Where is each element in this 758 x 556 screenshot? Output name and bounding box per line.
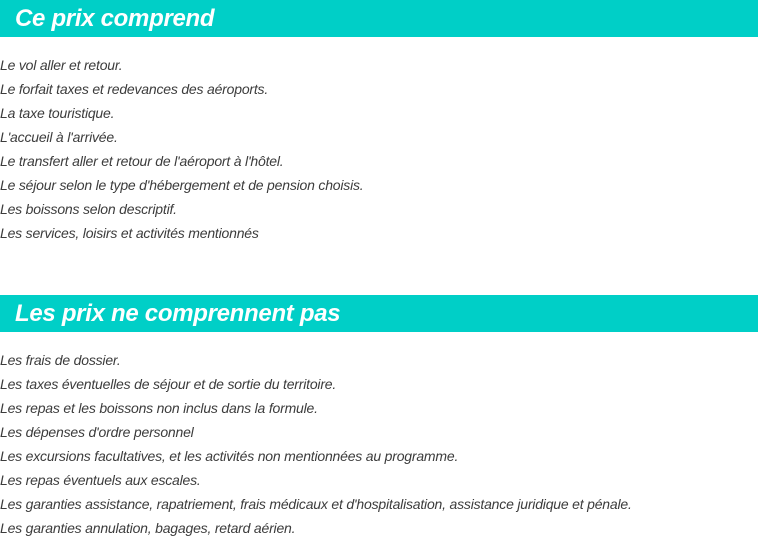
- included-section-header: [0, 0, 758, 37]
- excluded-item: Les garanties annulation, bagages, retard aérien.: [0, 520, 296, 536]
- included-item: L'accueil à l'arrivée.: [0, 129, 118, 145]
- included-item: Les services, loisirs et activités mentionnés: [0, 225, 259, 241]
- excluded-item: Les excursions facultatives, et les activités non mentionnées au programme.: [0, 448, 459, 464]
- included-item: Le transfert aller et retour de l'aéroport à l'hôtel.: [0, 153, 284, 169]
- included-item: La taxe touristique.: [0, 105, 115, 121]
- included-item: Le séjour selon le type d'hébergement et de pension choisis.: [0, 177, 364, 193]
- excluded-items-list: [0, 348, 632, 540]
- included-item: Les boissons selon descriptif.: [0, 201, 177, 217]
- excluded-item: Les garanties assistance, rapatriement, frais médicaux et d'hospitalisation, assistance juridique et pénale.: [0, 496, 632, 512]
- excluded-item: Les taxes éventuelles de séjour et de sortie du territoire.: [0, 376, 337, 392]
- excluded-section-header: [0, 295, 758, 332]
- excluded-section-title: Les prix ne comprennent pas: [15, 299, 341, 327]
- included-items-list: [0, 53, 363, 245]
- included-item: Le forfait taxes et redevances des aéroports.: [0, 81, 269, 97]
- included-section-title: Ce prix comprend: [15, 4, 215, 32]
- excluded-item: Les repas éventuels aux escales.: [0, 472, 201, 488]
- excluded-item: Les frais de dossier.: [0, 352, 121, 368]
- excluded-item: Les dépenses d'ordre personnel: [0, 424, 194, 440]
- excluded-item: Les repas et les boissons non inclus dans la formule.: [0, 400, 318, 416]
- included-item: Le vol aller et retour.: [0, 57, 123, 73]
